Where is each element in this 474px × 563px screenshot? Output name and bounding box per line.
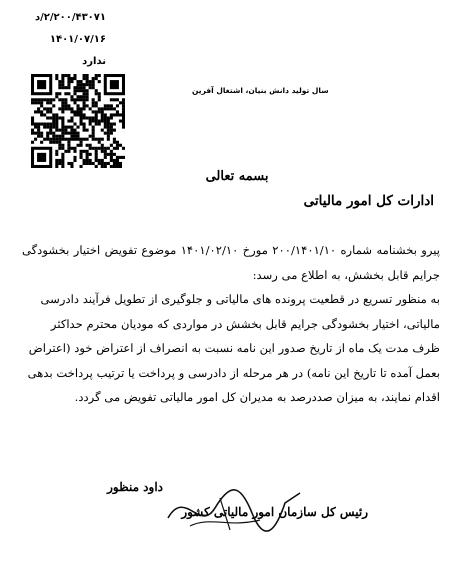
- year-slogan: سال تولید دانش بنیان، اشتغال آفرین: [192, 86, 329, 95]
- qr-code: [31, 74, 125, 168]
- signatory-name: داود منظور: [107, 480, 163, 494]
- recipient-line: ادارات کل امور مالیاتی: [303, 193, 434, 209]
- attachment-status: ندارد: [82, 56, 106, 67]
- body-paragraph-decision: به منظور تسریع در قطعیت پرونده های مالیاتی و جلوگیری از تطویل فرآیند دادرسی مالیاتی، اختیار بخشودگی جرایم قابل بخشش در مواردی که مودیان محترم حداکثر ظرف مدت یک ماه از تاریخ صدور این نامه نسبت به انصراف از اعتراض خود (اعتراض بعمل آمده تا تاریخ این نامه) در هر مرحله از دادرسی و پرداخت یا ترتیب پرداخت بدهی اقدام نمایند، به میزان صددرصد به مدیران کل امور مالیاتی تفویض می گردد.: [27, 292, 440, 404]
- signatory-title: رئیس کل سازمان امور مالیاتی کشور: [181, 505, 368, 519]
- bismillah-heading: بسمه تعالی: [205, 169, 269, 184]
- letter-number: ۲/۲۰۰/۴۳۰۷۱/د: [34, 12, 106, 23]
- letter-date: ۱۴۰۱/۰۷/۱۶: [49, 34, 106, 45]
- handwritten-signature: [160, 478, 310, 538]
- letter-body: [22, 238, 440, 410]
- body-paragraph-reference: پیرو بخشنامه شماره ۲۰۰/۱۴۰۱/۱۰ مورخ ۱۴۰۱/۰۲/۱۰ موضوع تفویض اختیار بخشودگی جرایم قابل بخشش، به اطلاع می رسد:: [22, 243, 441, 282]
